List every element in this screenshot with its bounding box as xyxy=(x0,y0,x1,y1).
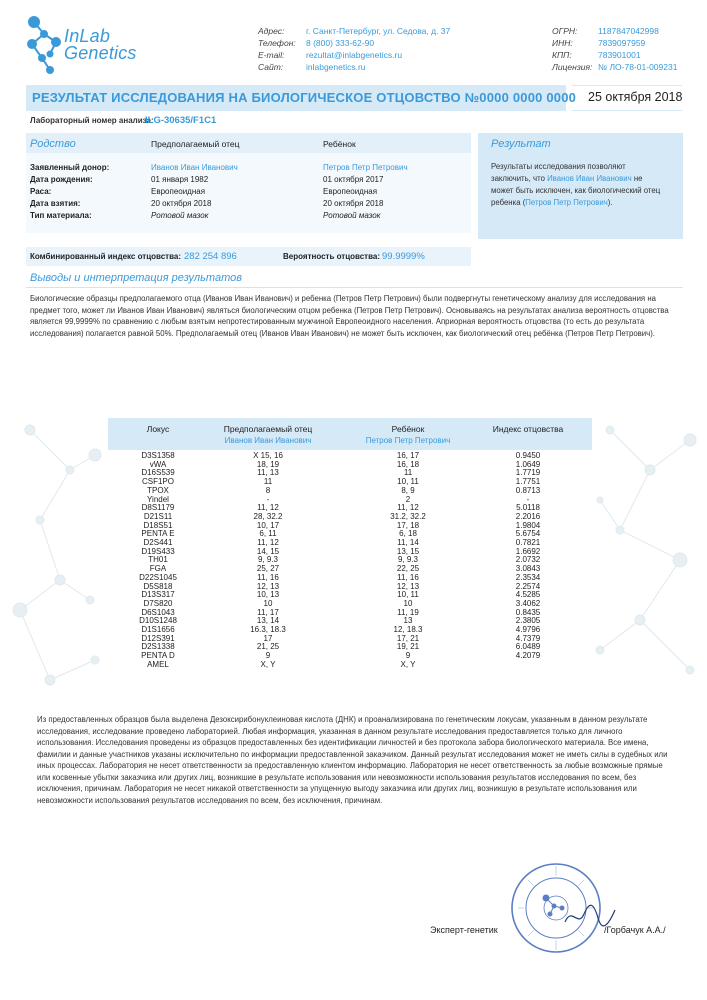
father-allele-cell: 6, 11 xyxy=(259,529,277,539)
result-child-name: Петров Петр Петрович xyxy=(525,198,608,207)
father-allele-cell: 18, 19 xyxy=(256,459,280,469)
father-allele-cell: 9, 9.3 xyxy=(257,555,278,565)
locus-cell: CSF1PO xyxy=(141,477,174,487)
table-row xyxy=(108,652,592,661)
father-allele-cell: 11, 12 xyxy=(257,503,279,513)
father-allele-cell: 13, 14 xyxy=(256,616,280,626)
child-allele-cell: 11, 19 xyxy=(397,607,419,617)
index-cell: 0.9450 xyxy=(515,451,541,460)
relation-label: Дата взятия: xyxy=(30,199,81,208)
probability-label: Вероятность отцовства: xyxy=(283,252,381,261)
column-header-father: Предполагаемый отец xyxy=(151,139,240,149)
index-cell: 0.7821 xyxy=(515,538,541,547)
contact-label: E-mail: xyxy=(258,50,285,60)
relation-label: Дата рождения: xyxy=(30,175,93,184)
index-cell: 4.9796 xyxy=(515,625,541,634)
column-header-child: Ребёнок xyxy=(323,139,356,149)
locus-cell: vWA xyxy=(149,459,167,469)
locus-cell: D16S539 xyxy=(141,468,175,478)
locus-cell: D3S1358 xyxy=(141,451,175,460)
reg-value: 7839097959 xyxy=(598,38,646,48)
locus-cell: Yindel xyxy=(147,494,169,504)
contact-value: г. Санкт-Петербург, ул. Седова, д. 37 xyxy=(306,26,451,36)
index-cell: 1.9804 xyxy=(515,520,541,530)
father-allele-cell: 12, 13 xyxy=(256,581,280,591)
combined-index-label: Комбинированный индекс отцовства: xyxy=(30,252,182,261)
father-race: Европеоидная xyxy=(151,187,206,196)
reg-value: № ЛО-78-01-009231 xyxy=(598,62,678,72)
child-allele-cell: 11, 12 xyxy=(397,503,419,513)
child-allele-cell: 12, 18.3 xyxy=(393,625,423,634)
table-row xyxy=(108,661,592,670)
father-allele-cell: 28, 32.2 xyxy=(253,511,283,521)
logo-wordmark xyxy=(64,28,137,62)
th-father-name: Иванов Иван Иванович xyxy=(224,436,312,445)
child-allele-cell: 11, 14 xyxy=(397,538,419,547)
child-allele-cell: 22, 25 xyxy=(396,564,420,574)
locus-cell: PENTA D xyxy=(141,651,175,661)
index-cell: 3.0843 xyxy=(515,564,541,574)
contact-value[interactable]: inlabgenetics.ru xyxy=(306,62,366,72)
locus-cell: D6S1043 xyxy=(141,607,175,617)
report-title: РЕЗУЛЬТАТ ИССЛЕДОВАНИЯ НА БИОЛОГИЧЕСКОЕ ОТЦОВСТВО №0000 0000 0000 xyxy=(32,90,577,105)
child-allele-cell: 11 xyxy=(403,468,413,478)
index-cell: 0.8713 xyxy=(515,485,541,495)
relation-label: Раса: xyxy=(30,187,52,196)
locus-cell: D18S51 xyxy=(143,520,173,530)
combined-index-value: 282 254 896 xyxy=(184,251,237,262)
th-father: Предполагаемый отец xyxy=(223,424,313,434)
father-allele-cell: 11 xyxy=(263,477,273,487)
signer-name: /Горбачук А.А./ xyxy=(604,925,666,935)
father-allele-cell: 11, 17 xyxy=(257,607,279,617)
child-allele-cell: X, Y xyxy=(400,659,416,669)
reg-label: КПП: xyxy=(552,50,572,60)
child-allele-cell: 10, 11 xyxy=(397,590,419,600)
th-child-name: Петров Петр Петрович xyxy=(365,436,451,445)
contact-value[interactable]: rezultat@inlabgenetics.ru xyxy=(306,50,403,60)
reg-label: Лицензия: xyxy=(552,62,593,72)
father-allele-cell: 25, 27 xyxy=(256,564,280,574)
result-father-name: Иванов Иван Иванович xyxy=(547,174,632,183)
child-allele-cell: 6, 18 xyxy=(399,529,417,539)
child-birthdate: 01 октября 2017 xyxy=(323,175,384,184)
locus-cell: TPOX xyxy=(147,485,169,495)
child-allele-cell: 10, 11 xyxy=(397,477,419,487)
index-cell: 2.3805 xyxy=(515,616,541,626)
logo-line-2: Genetics xyxy=(64,43,137,63)
father-allele-cell: - xyxy=(266,494,270,504)
index-cell: 5.0118 xyxy=(516,503,540,513)
child-allele-cell: 9 xyxy=(405,651,411,661)
table-header-band xyxy=(108,418,592,450)
index-cell: 2.2016 xyxy=(515,511,541,521)
index-cell: 4.7379 xyxy=(515,633,541,643)
child-allele-cell: 17, 21 xyxy=(396,633,420,643)
locus-cell: D10S1248 xyxy=(139,616,177,626)
index-cell: 6.0489 xyxy=(515,642,541,652)
result-text xyxy=(491,161,661,209)
father-allele-cell: 11, 13 xyxy=(257,468,279,478)
father-allele-cell: X, Y xyxy=(260,659,276,669)
child-allele-cell: 11, 16 xyxy=(397,572,419,582)
result-title: Результат xyxy=(491,138,551,150)
relation-header-band xyxy=(26,133,471,153)
th-index: Индекс отцовства xyxy=(492,424,564,434)
index-cell: 1.7751 xyxy=(515,477,541,487)
locus-cell: D7S820 xyxy=(143,598,173,608)
locus-cell: AMEL xyxy=(147,659,169,669)
contact-label: Телефон: xyxy=(258,38,296,48)
father-allele-cell: 14, 15 xyxy=(256,546,280,556)
index-cell: 3.4062 xyxy=(515,598,541,608)
locus-cell: D13S317 xyxy=(141,590,175,600)
child-allele-cell: 16, 17 xyxy=(396,451,420,460)
index-cell: 4.2079 xyxy=(515,651,541,661)
signer-role: Эксперт-генетик xyxy=(430,925,498,935)
table-row xyxy=(108,487,592,496)
locus-cell: D5S818 xyxy=(143,581,173,591)
father-allele-cell: 10, 13 xyxy=(256,590,280,600)
child-allele-cell: 16, 18 xyxy=(396,459,420,469)
father-birthdate: 01 января 1982 xyxy=(151,175,209,184)
child-race: Европеоидная xyxy=(323,187,378,196)
father-allele-cell: 11, 12 xyxy=(257,538,279,547)
probability-value: 99.9999% xyxy=(382,251,425,262)
father-allele-cell: X 15, 16 xyxy=(253,451,283,460)
father-donor: Иванов Иван Иванович xyxy=(151,163,238,172)
relation-label: Тип материала: xyxy=(30,211,92,220)
logo-line-1: InLab xyxy=(64,26,111,46)
child-donor: Петров Петр Петрович xyxy=(323,163,408,172)
index-cell: 1.6692 xyxy=(515,546,541,556)
index-cell: 5.6754 xyxy=(515,529,541,539)
locus-cell: FGA xyxy=(149,564,167,574)
child-allele-cell: 12, 13 xyxy=(396,581,420,591)
locus-cell: D19S433 xyxy=(141,546,175,556)
father-allele-cell: 17 xyxy=(263,633,273,643)
locus-cell: D21S11 xyxy=(143,511,173,521)
contact-label: Сайт: xyxy=(258,62,284,72)
child-allele-cell: 19, 21 xyxy=(396,642,420,652)
index-cell: 2.3534 xyxy=(515,572,541,582)
father-allele-cell: 11, 16 xyxy=(257,572,279,582)
result-text-part: Результаты исследования позволяют заключить, что xyxy=(491,162,626,183)
conclusions-divider xyxy=(26,287,683,288)
father-material: Ротовой мазок xyxy=(151,211,209,220)
child-allele-cell: 8, 9 xyxy=(401,485,415,495)
index-cell: - xyxy=(526,494,530,504)
father-allele-cell: 16.3, 18.3 xyxy=(250,625,286,634)
locus-cell: D12S391 xyxy=(141,633,175,643)
child-allele-cell: 10 xyxy=(403,598,413,608)
child-allele-cell: 13, 15 xyxy=(396,546,420,556)
index-cell: 1.0649 xyxy=(515,459,541,469)
father-allele-cell: 21, 25 xyxy=(256,642,280,652)
locus-cell: D1S1656 xyxy=(141,625,175,634)
conclusions-title: Выводы и интерпретация результатов xyxy=(30,272,242,284)
father-allele-cell: 10, 17 xyxy=(256,520,280,530)
child-allele-cell: 17, 18 xyxy=(396,520,420,530)
locus-cell: D8S1179 xyxy=(141,503,175,513)
relation-label: Заявленный донор: xyxy=(30,163,110,172)
report-date: 25 октября 2018 xyxy=(588,90,683,104)
father-allele-cell: 9 xyxy=(265,651,271,661)
index-cell: 0.8435 xyxy=(515,607,541,617)
lab-number: ILG-30635/F1C1 xyxy=(145,115,217,126)
th-locus: Локус xyxy=(146,424,170,434)
child-sample-date: 20 октября 2018 xyxy=(323,199,384,208)
locus-cell: PENTA E xyxy=(141,529,175,539)
lab-number-label: Лабораторный номер анализа: xyxy=(30,116,154,125)
reg-value: 1187847042998 xyxy=(598,26,659,36)
child-allele-cell: 2 xyxy=(405,494,411,504)
reg-label: ИНН: xyxy=(552,38,573,48)
reg-label: ОГРН: xyxy=(552,26,578,36)
locus-cell: TH01 xyxy=(148,555,168,565)
father-allele-cell: 8 xyxy=(265,485,271,495)
contact-value: 8 (800) 333-62-90 xyxy=(306,38,375,48)
child-material: Ротовой мазок xyxy=(323,211,381,220)
child-allele-cell: 9, 9.3 xyxy=(397,555,418,565)
result-text-part: ). xyxy=(607,198,613,207)
result-text-part: не может быть исключен, как биологический отец ребенка ( xyxy=(491,174,661,207)
child-allele-cell: 13 xyxy=(403,616,413,626)
index-cell: 2.2574 xyxy=(515,581,541,591)
father-sample-date: 20 октября 2018 xyxy=(151,199,212,208)
reg-value: 783901001 xyxy=(598,50,641,60)
locus-cell: D2S1338 xyxy=(141,642,175,652)
relation-title: Родство xyxy=(30,138,76,150)
index-cell: 1.7719 xyxy=(515,468,541,478)
father-allele-cell: 10 xyxy=(263,598,273,608)
th-child: Ребёнок xyxy=(391,424,425,434)
locus-cell: D22S1045 xyxy=(139,572,177,582)
child-allele-cell: 31.2, 32.2 xyxy=(390,511,426,521)
contact-label: Адрес: xyxy=(258,26,285,36)
conclusions-text: Биологические образцы предполагаемого отца (Иванов Иван Иванович) и ребенка (Петров Петр Петрович) были подвергнуты генетическому анализу для исследования на предмет того, может ли Иванов Иван Иванович) являться биологическим отцом ребенка (Петров Петр Петрович). Основываясь на результатах анализа вероятность отцовства является 99,9999% по сравнению с любым взятым непротестированным мужчиной Европеоидного населения. Априорная вероятность отцовства (то есть до результата исследования) полагается равной 50%. Предполагаемый отец (Иванов Иван Иванович) не может быть исключен, как биологический отец ребёнка (Петров Петр Петрович). xyxy=(30,294,669,338)
index-cell: 4.5285 xyxy=(515,590,541,600)
locus-cell: D2S441 xyxy=(143,538,173,547)
index-cell: 2.0732 xyxy=(515,555,541,565)
disclaimer-text: Из предоставленных образцов была выделена Дезоксирибонуклеиновая кислота (ДНК) и проанализирована по генетическим локусам, указанным в данном результате исследования, исследование проведено лабораторией. Любая информация, указанная в данном результате исследования предоставляется только для личного использования. Исследования проведены из образцов предоставленных без идентификации личностей и без протокола забора биологического материала. Все имена, фамилии и данные участников указаны исключительно по информации предоставленной заказчиком. Данный результат исследования может не иметь силы в судебных или иных процессах. Лаборатория не несет ответственности за предоставленную клиентом информацию. Лаборатория не несет ответственность за любые возможные прямые или косвенные убытки заказчика или других лиц, возникшие в результате использования или невозможности использования результатов исследования по всем, без исключения, причинам. Лаборатория не несет никакой ответственности за упущенную выгоду заказчика или других лиц, возникшую в результате использования или невозможности использования результатов исследования по всем, без исключения, причинам. xyxy=(37,715,668,805)
